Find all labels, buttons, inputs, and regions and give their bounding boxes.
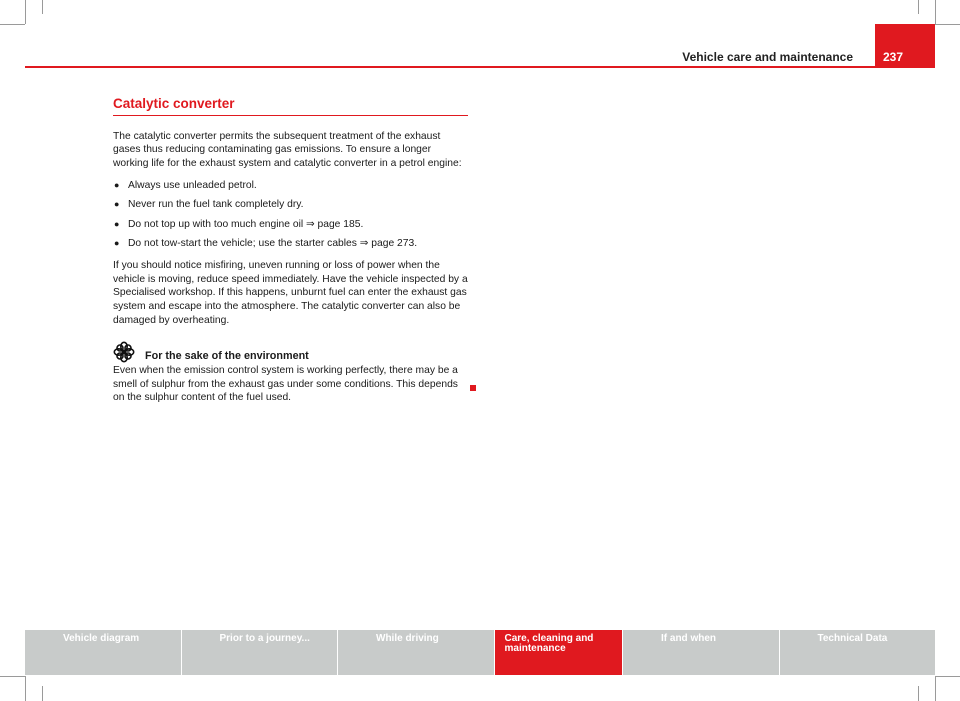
list-item [113,198,468,212]
crop-mark [25,0,26,24]
crop-mark [42,686,43,701]
list-item-text: Do not top up with too much engine oil ⇒ page 185. [128,218,364,230]
header-rule [25,66,935,68]
list-item [113,237,468,251]
section-title: Vehicle care and maintenance [682,50,853,64]
page-number-tab [875,24,935,68]
environment-header [113,341,468,363]
environment-paragraph: Even when the emission control system is working perfectly, there may be a smell of sulphur from the exhaust gas under some conditions. This depends on the sulphur content of the fuel used. [113,365,458,404]
page-heading: Catalytic converter [113,97,468,116]
crop-mark [42,0,43,14]
bullet-icon: ● [114,237,120,248]
nav-tab-technical-data[interactable]: Technical Data [780,630,936,675]
environment-title: For the sake of the environment [145,350,309,363]
crop-mark [935,676,936,701]
bullet-icon: ● [114,199,120,210]
bullet-icon: ● [114,180,120,191]
crop-mark [25,676,26,701]
section-end-marker [470,385,476,391]
nav-tab-care-cleaning-maintenance[interactable]: Care, cleaning and maintenance [495,630,623,675]
crop-mark [935,676,960,677]
nav-tab-while-driving[interactable]: While driving [338,630,494,675]
list-item-text: Do not tow-start the vehicle; use the starter cables ⇒ page 273. [128,237,418,249]
list-item-text: Always use unleaded petrol. [128,180,257,192]
nav-tab-if-and-when[interactable]: If and when [623,630,779,675]
flower-environment-icon [113,341,135,363]
bullet-list [113,179,468,250]
bullet-icon: ● [114,218,120,229]
nav-tab-vehicle-diagram[interactable]: Vehicle diagram [25,630,181,675]
intro-paragraph: The catalytic converter permits the subsequent treatment of the exhaust gases thus reducing contaminating gas emissions. To ensure a longer working life for the exhaust system and catalytic converter in a petrol engine: [113,130,462,169]
list-item [113,218,468,232]
nav-tab-prior-to-journey[interactable]: Prior to a journey... [182,630,338,675]
crop-mark [935,24,960,25]
chapter-navigation [25,630,935,675]
warning-paragraph: If you should notice misfiring, uneven running or loss of power when the vehicle is moving, reduce speed immediately. Have the vehicle inspected by a Specialised workshop. If this happens, unburnt fuel can enter the exhaust gas system and escape into the atmosphere. The catalytic converter can also be damaged by overheating. [113,260,468,326]
crop-mark [0,24,25,25]
list-item-text: Never run the fuel tank completely dry. [128,199,304,211]
page-number: 237 [883,50,904,64]
main-content [113,97,468,414]
crop-mark [0,676,25,677]
crop-mark [918,686,919,701]
list-item [113,179,468,193]
crop-mark [918,0,919,14]
crop-mark [935,0,936,24]
